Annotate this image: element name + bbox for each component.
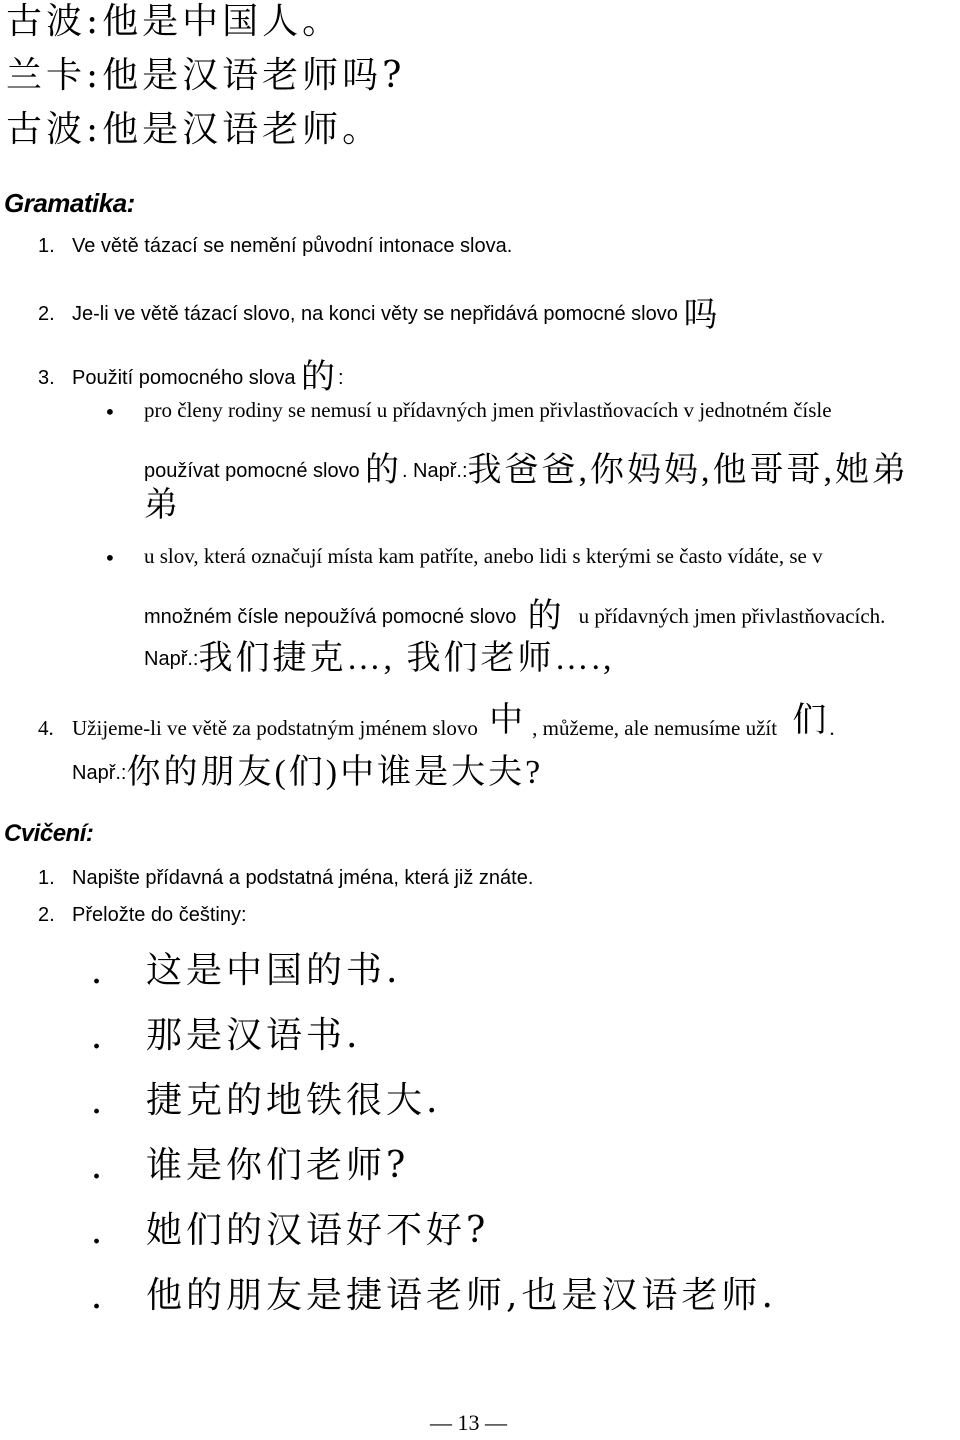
item-text: Je-li ve větě tázací slovo, na konci věty se nepřidává pomocné slovo xyxy=(72,303,678,325)
speaker: 兰卡: xyxy=(6,55,103,96)
sub-tail: u přídavných jmen přivlastňovacích. xyxy=(578,604,886,628)
item-text: Ve větě tázací se nemění původní intonace slova. xyxy=(72,235,513,257)
sentence-2: 那是汉语书. xyxy=(146,1015,362,1056)
exercise-item-2 xyxy=(38,905,247,925)
item-number: 4. xyxy=(38,716,54,740)
item-number: 1. xyxy=(38,867,55,889)
grammar-item-2 xyxy=(38,292,721,334)
grammar-heading: Gramatika: xyxy=(4,188,135,218)
examples: 我们捷克…, 我们老师…., xyxy=(198,640,615,677)
napr-label: Např.: xyxy=(144,648,199,670)
dialogue-text: 他是中国人。 xyxy=(102,1,343,42)
grammar-item-4 xyxy=(38,702,835,742)
exercise-item-1 xyxy=(38,868,533,888)
item-cjk: 的 xyxy=(301,358,339,396)
sentence-4: 谁是你们老师? xyxy=(146,1145,410,1186)
dialogue-line-3 xyxy=(6,109,383,150)
sub-bullet-2-line-1: u slov, která označují místa kam patříte, anebo lidi s kterými se často vídáte, se v xyxy=(144,544,823,568)
bullet-dot: • xyxy=(104,546,116,570)
speaker: 古波: xyxy=(6,109,103,150)
page-number: — 13 — xyxy=(430,1410,507,1435)
sub-text: množném čísle nepoužívá pomocné slovo xyxy=(144,606,517,628)
sentence-5: 她们的汉语好不好? xyxy=(146,1210,490,1251)
item-end: . xyxy=(829,716,835,740)
sub-bullet-1-line-2 xyxy=(144,450,910,489)
bullet-dot: . xyxy=(92,1285,102,1315)
sub-bullet-2-line-2 xyxy=(144,596,886,635)
sub-bullet-1-line-3: 弟 xyxy=(144,485,181,525)
dialogue-text: 他是汉语老师。 xyxy=(102,109,383,150)
item-number: 2. xyxy=(38,303,55,325)
item-cjk: 吗 xyxy=(683,296,721,334)
examples: 你的朋友(们)中谁是大夫? xyxy=(126,754,544,791)
dialogue-line-1 xyxy=(6,1,343,42)
grammar-item-3 xyxy=(38,356,344,396)
dialogue-line-2 xyxy=(6,55,406,96)
item-cjk: 们 xyxy=(792,702,830,739)
dialogue-text: 他是汉语老师吗? xyxy=(102,55,406,96)
item-text: Napište přídavná a podstatná jména, která již znáte. xyxy=(72,867,534,889)
item-text: Přeložte do češtiny: xyxy=(72,904,247,926)
grammar-item-4-example xyxy=(72,752,544,791)
item-cjk: 中 xyxy=(489,702,527,739)
sub-cjk: 的 xyxy=(364,452,402,489)
napr-label: Např.: xyxy=(72,762,127,784)
item-tail: : xyxy=(338,367,344,389)
sentence-1: 这是中国的书. xyxy=(146,950,402,991)
bullet-dot: . xyxy=(92,1025,102,1055)
napr-label: . Např.: xyxy=(401,460,468,482)
bullet-dot: . xyxy=(92,1090,102,1120)
exercises-heading: Cvičení: xyxy=(4,820,94,847)
bullet-dot: . xyxy=(92,1220,102,1250)
speaker: 古波: xyxy=(6,1,103,42)
item-number: 1. xyxy=(38,235,55,257)
bullet-dot: . xyxy=(92,960,102,990)
item-number: 2. xyxy=(38,904,55,926)
bullet-dot: . xyxy=(92,1155,102,1185)
sentence-6: 他的朋友是捷语老师,也是汉语老师. xyxy=(146,1275,777,1316)
item-mid: , můžeme, ale nemusíme užít xyxy=(532,716,778,740)
sub-text: používat pomocné slovo xyxy=(144,460,360,482)
item-number: 3. xyxy=(38,367,55,389)
examples: 我爸爸,你妈妈,他哥哥,她弟 xyxy=(467,452,910,489)
sub-cjk: 的 xyxy=(527,598,565,635)
bullet-dot: • xyxy=(104,400,116,424)
sub-bullet-1-line-1: pro členy rodiny se nemusí u přídavných jmen přivlastňovacích v jednotném čísle xyxy=(144,398,832,422)
item-text: Použití pomocného slova xyxy=(72,367,296,389)
item-text: Užijeme-li ve větě za podstatným jménem slovo xyxy=(72,716,478,740)
sub-bullet-2-line-3 xyxy=(144,638,615,677)
grammar-item-1 xyxy=(38,236,512,256)
sentence-3: 捷克的地铁很大. xyxy=(146,1080,442,1121)
